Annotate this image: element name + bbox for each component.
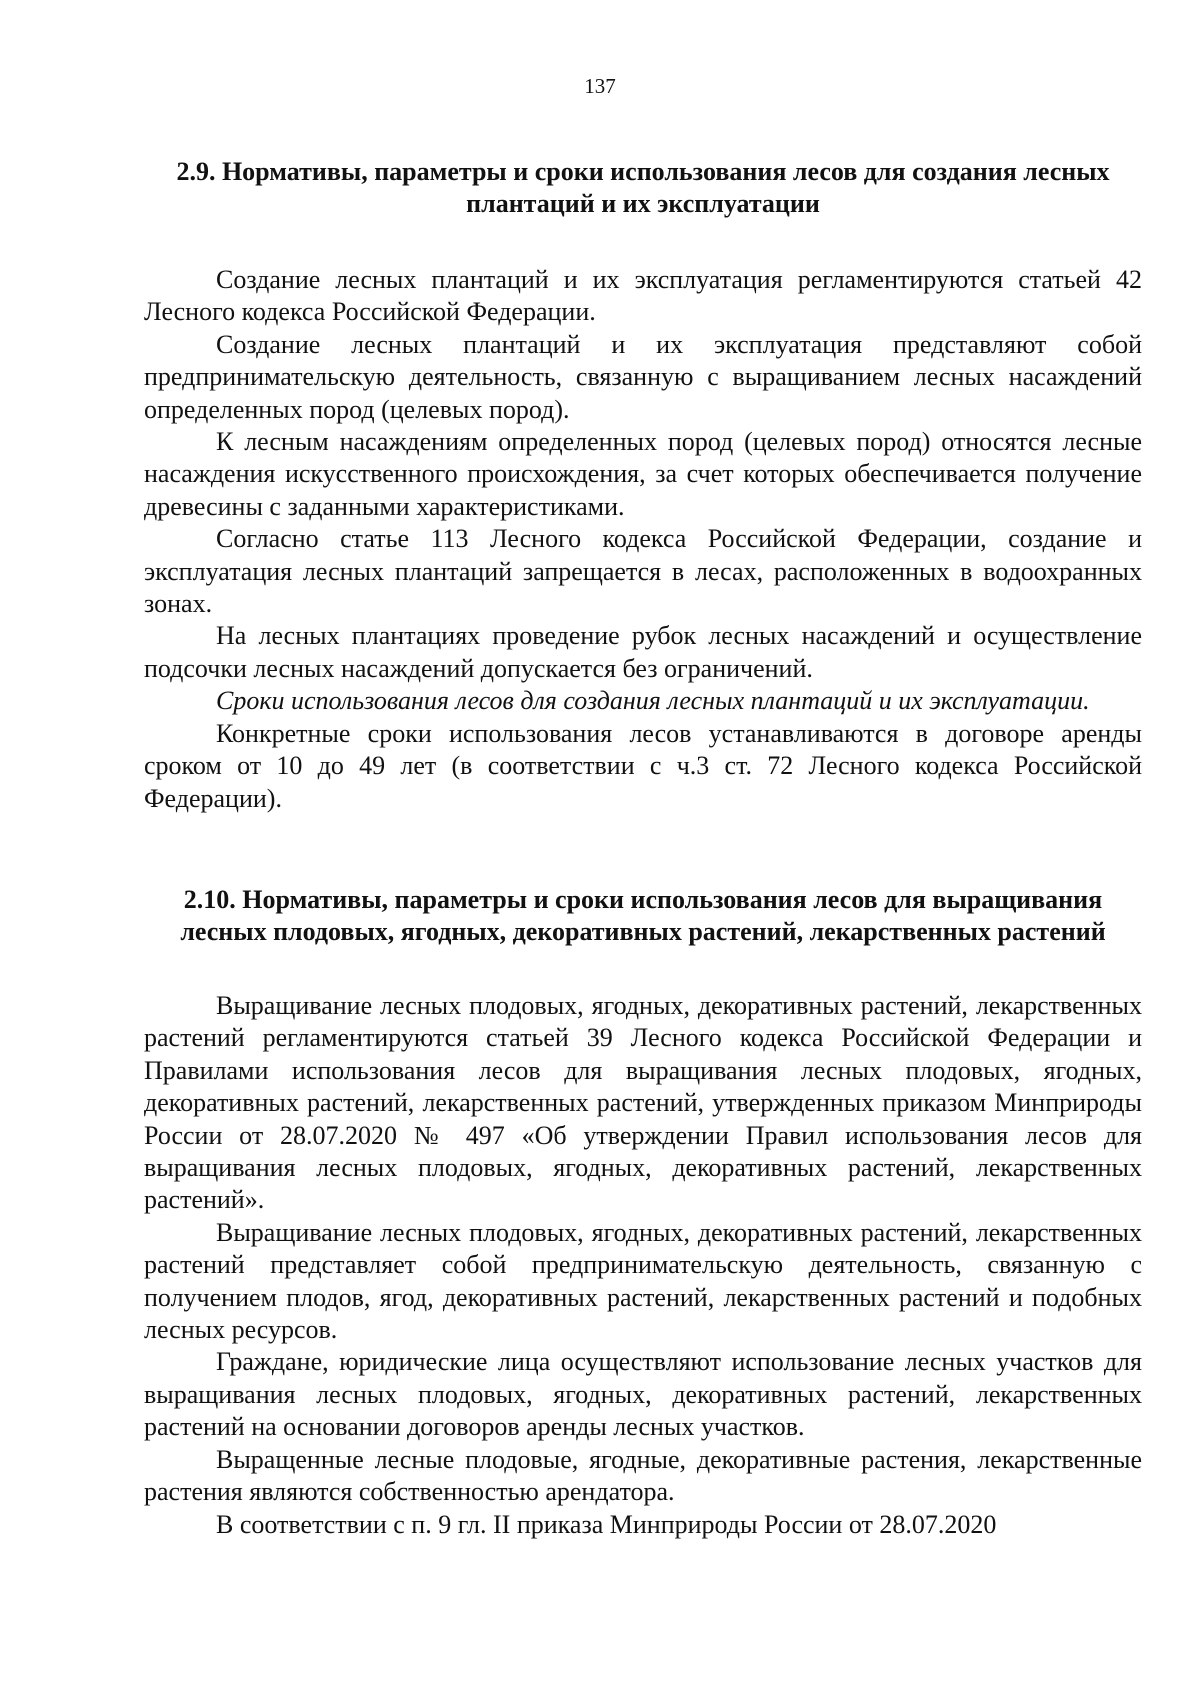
paragraph: В соответствии с п. 9 гл. II приказа Минприроды России от 28.07.2020	[216, 1509, 997, 1539]
italic-subheading: Сроки использования лесов для создания лесных плантаций и их эксплуатации.	[216, 686, 1090, 716]
paragraph: Выращенные лесные плодовые, ягодные, декоративные растения, лекарственные растения являются собственностью арендатора.	[144, 1444, 1142, 1507]
paragraph: Согласно статье 113 Лесного кодекса Российской Федерации, создание и эксплуатация лесных плантаций запрещается в лесах, расположенных в водоохранных зонах.	[144, 524, 1142, 619]
section-heading-2-10: 2.10. Нормативы, параметры и сроки использования лесов для выращивания лесных плодовых, ягодных, декоративных растений, лекарственных растений	[180, 885, 1106, 946]
paragraph: Конкретные сроки использования лесов устанавливаются в договоре аренды сроком от 10 до 49 лет (в соответствии с ч.3 ст. 72 Лесного кодекса Российской Федерации).	[144, 718, 1142, 813]
page-number: 137	[584, 74, 616, 98]
paragraph: На лесных плантациях проведение рубок лесных насаждений и осуществление подсочки лесных насаждений допускается без ограничений.	[144, 621, 1142, 683]
paragraph: Граждане, юридические лица осуществляют использование лесных участков для выращивания лесных плодовых, ягодных, декоративных растений, лекарственных растений на основании договоров аренды лесных участков.	[144, 1347, 1142, 1442]
section-2-9	[144, 156, 1142, 815]
section-body-2-10	[144, 990, 1142, 1541]
paragraph: Создание лесных плантаций и их эксплуатация регламентируются статьей 42 Лесного кодекса Российской Федерации.	[144, 265, 1142, 327]
paragraph: Выращивание лесных плодовых, ягодных, декоративных растений, лекарственных растений представляет собой предпринимательскую деятельность, связанную с получением плодов, ягод, декоративных растений, лекарственных растений и подобных лесных ресурсов.	[144, 1217, 1142, 1345]
section-heading-2-9: 2.9. Нормативы, параметры и сроки использования лесов для создания лесных плантаций и их эксплуатации	[176, 157, 1110, 218]
paragraph: Выращивание лесных плодовых, ягодных, декоративных растений, лекарственных растений регламентируются статьей 39 Лесного кодекса Российской Федерации и Правилами использования лесов для выращивания лесных плодовых, ягодных, декоративных растений, лекарственных растений, утвержденных приказом Минприроды России от 28.07.2020 № 497 «Об утверждении Правил использования лесов для выращивания лесных плодовых, ягодных, декоративных растений, лекарственных растений».	[144, 991, 1142, 1215]
paragraph: К лесным насаждениям определенных пород (целевых пород) относятся лесные насаждения искусственного происхождения, за счет которых обеспечивается получение древесины с заданными характеристиками.	[144, 427, 1142, 521]
section-body-2-9	[144, 264, 1142, 815]
section-2-10	[144, 884, 1142, 1541]
paragraph: Создание лесных плантаций и их эксплуатация представляют собой предпринимательскую деятельность, связанную с выращиванием лесных насаждений определенных пород (целевых пород).	[144, 329, 1142, 424]
